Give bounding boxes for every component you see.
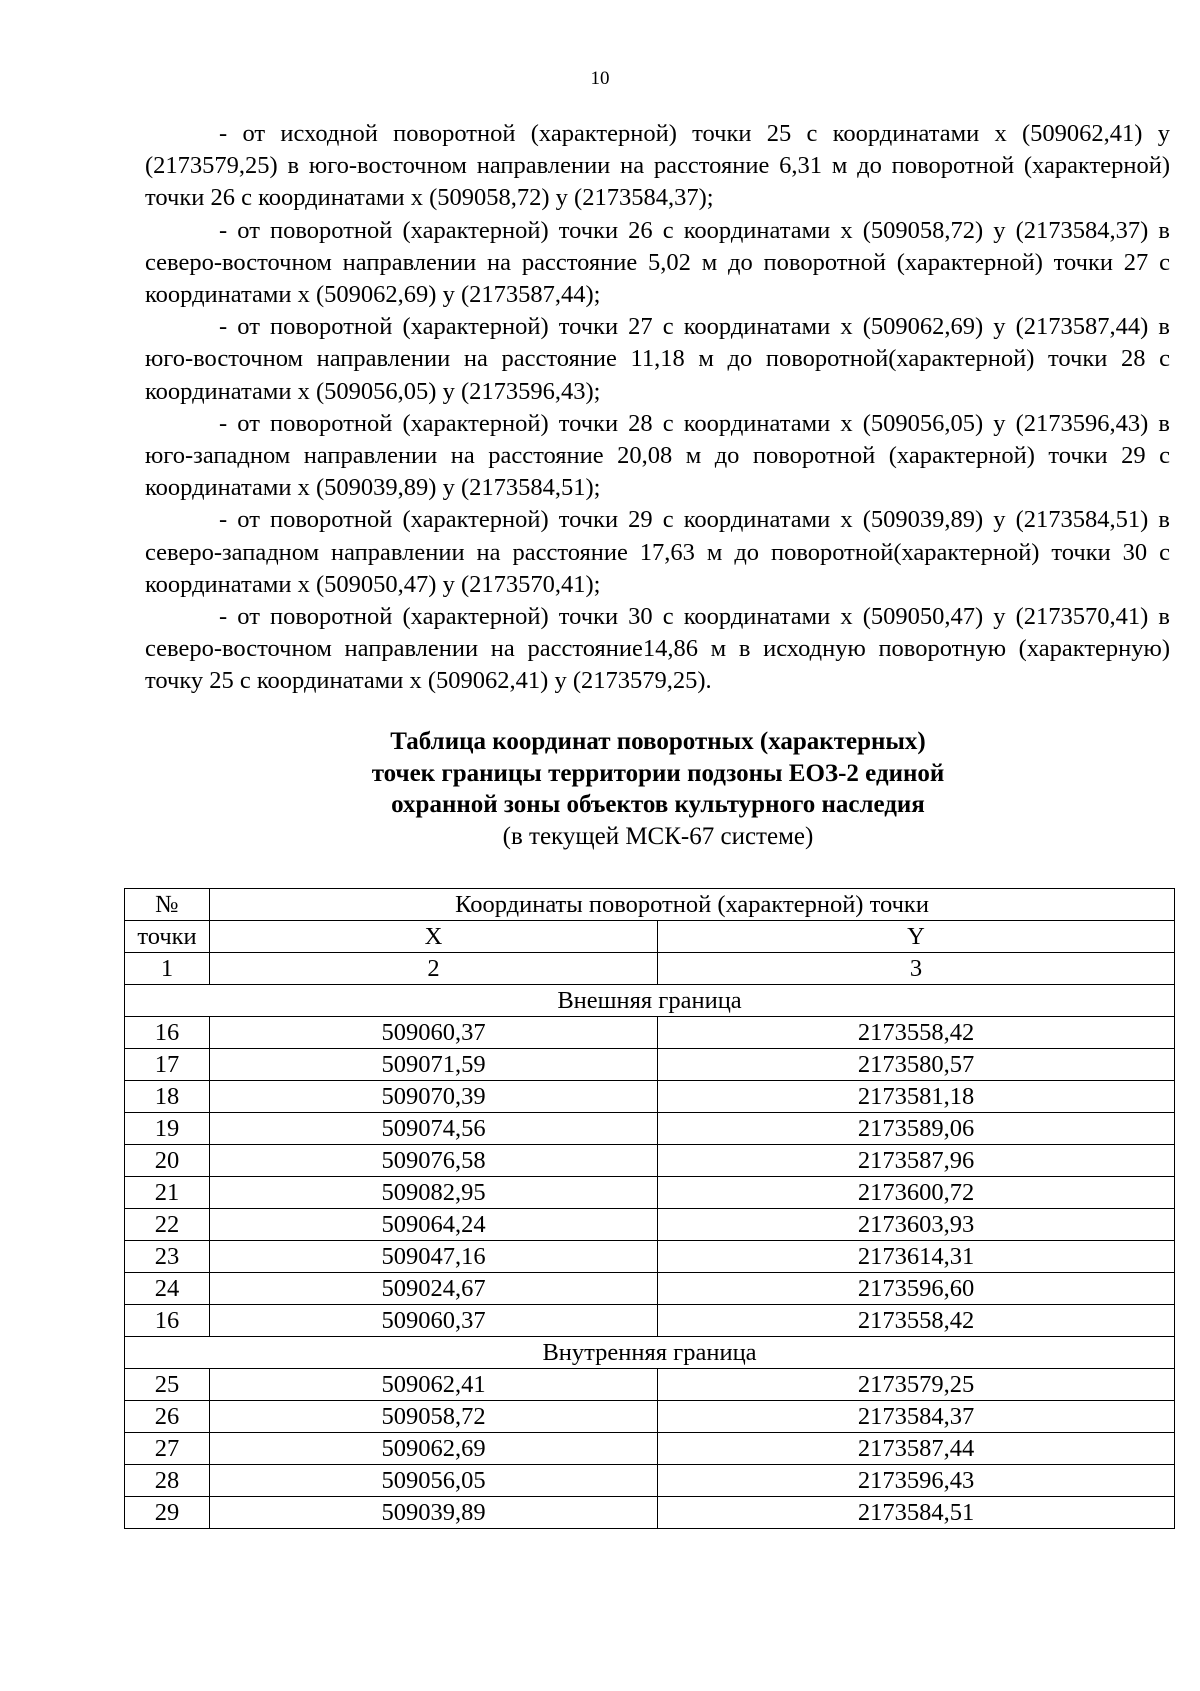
column-number: 3 bbox=[658, 953, 1175, 985]
table-title-line: Таблица координат поворотных (характерных) bbox=[390, 728, 926, 755]
header-num-bottom: точки bbox=[125, 921, 210, 953]
table-row bbox=[125, 1113, 1175, 1145]
table-row bbox=[125, 1209, 1175, 1241]
column-number: 1 bbox=[125, 953, 210, 985]
point-number: 23 bbox=[125, 1241, 210, 1273]
coord-x: 509058,72 bbox=[210, 1401, 658, 1433]
coord-y: 2173600,72 bbox=[658, 1177, 1175, 1209]
point-number: 29 bbox=[125, 1497, 210, 1529]
table-row bbox=[125, 1369, 1175, 1401]
coord-y: 2173614,31 bbox=[658, 1241, 1175, 1273]
coord-y: 2173581,18 bbox=[658, 1081, 1175, 1113]
table-row bbox=[125, 1241, 1175, 1273]
header-y: Y bbox=[658, 921, 1175, 953]
coord-x: 509062,41 bbox=[210, 1369, 658, 1401]
coord-y: 2173596,43 bbox=[658, 1465, 1175, 1497]
section-row-outer bbox=[125, 985, 1175, 1017]
coord-y: 2173584,51 bbox=[658, 1497, 1175, 1529]
section-row-inner bbox=[125, 1337, 1175, 1369]
table-title bbox=[0, 726, 1200, 852]
table-row bbox=[125, 1017, 1175, 1049]
point-number: 19 bbox=[125, 1113, 210, 1145]
point-number: 20 bbox=[125, 1145, 210, 1177]
coord-x: 509062,69 bbox=[210, 1433, 658, 1465]
table-header-row bbox=[125, 921, 1175, 953]
page-number: 10 bbox=[590, 68, 610, 89]
table-header-row bbox=[125, 889, 1175, 921]
coord-y: 2173596,60 bbox=[658, 1273, 1175, 1305]
table-row bbox=[125, 1081, 1175, 1113]
point-number: 24 bbox=[125, 1273, 210, 1305]
point-number: 16 bbox=[125, 1305, 210, 1337]
table-row bbox=[125, 1433, 1175, 1465]
coord-y: 2173580,57 bbox=[658, 1049, 1175, 1081]
coordinates-table bbox=[124, 888, 1175, 1529]
route-paragraph: - от поворотной (характерной) точки 27 с координатами x (509062,69) y (2173587,44) в юго-восточном направлении на расстояние 11,18 м до поворотной(характерной) точки 28 с координатами x (509056,05) y (2173596,43); bbox=[145, 313, 1170, 405]
coord-y: 2173603,93 bbox=[658, 1209, 1175, 1241]
table-row bbox=[125, 1305, 1175, 1337]
coord-y: 2173558,42 bbox=[658, 1305, 1175, 1337]
table-row bbox=[125, 1273, 1175, 1305]
table-row bbox=[125, 1401, 1175, 1433]
coord-x: 509064,24 bbox=[210, 1209, 658, 1241]
route-paragraph: - от исходной поворотной (характерной) точки 25 с координатами x (509062,41) y (2173579,25) в юго-восточном направлении на расстояние 6,31 м до поворотной (характерной) точки 26 с координатами x (509058,72) y (2173584,37); bbox=[145, 120, 1170, 212]
point-number: 25 bbox=[125, 1369, 210, 1401]
table-row bbox=[125, 1497, 1175, 1529]
coord-x: 509071,59 bbox=[210, 1049, 658, 1081]
coord-x: 509060,37 bbox=[210, 1017, 658, 1049]
coord-x: 509039,89 bbox=[210, 1497, 658, 1529]
coord-x: 509060,37 bbox=[210, 1305, 658, 1337]
table-row bbox=[125, 1177, 1175, 1209]
column-number: 2 bbox=[210, 953, 658, 985]
coord-x: 509047,16 bbox=[210, 1241, 658, 1273]
route-description bbox=[145, 118, 1170, 698]
table-row bbox=[125, 1465, 1175, 1497]
point-number: 26 bbox=[125, 1401, 210, 1433]
route-paragraph: - от поворотной (характерной) точки 26 с координатами x (509058,72) y (2173584,37) в северо-восточном направлении на расстояние 5,02 м до поворотной (характерной) точки 27 с координатами x (509062,69) y (2173587,44); bbox=[145, 216, 1170, 309]
coord-x: 509076,58 bbox=[210, 1145, 658, 1177]
point-number: 28 bbox=[125, 1465, 210, 1497]
table-title-line: точек границы территории подзоны ЕОЗ-2 единой bbox=[371, 759, 945, 787]
table-row bbox=[125, 1145, 1175, 1177]
column-number-row bbox=[125, 953, 1175, 985]
coord-y: 2173587,44 bbox=[658, 1433, 1175, 1465]
coord-y: 2173589,06 bbox=[658, 1113, 1175, 1145]
table-subtitle: (в текущей МСК-67 системе) bbox=[502, 822, 814, 850]
point-number: 16 bbox=[125, 1017, 210, 1049]
coord-y: 2173558,42 bbox=[658, 1017, 1175, 1049]
section-inner-boundary: Внутренняя граница bbox=[125, 1337, 1175, 1369]
coord-y: 2173584,37 bbox=[658, 1401, 1175, 1433]
coord-x: 509074,56 bbox=[210, 1113, 658, 1145]
route-paragraph: - от поворотной (характерной) точки 29 с координатами x (509039,89) y (2173584,51) в северо-западном направлении на расстояние 17,63 м до поворотной(характерной) точки 30 с координатами x (509050,47) y (2173570,41); bbox=[145, 506, 1170, 598]
header-coordinates: Координаты поворотной (характерной) точки bbox=[210, 889, 1175, 921]
header-num-top: № bbox=[125, 889, 210, 921]
table-title-line: охранной зоны объектов культурного наследия bbox=[391, 791, 925, 818]
section-outer-boundary: Внешняя граница bbox=[125, 985, 1175, 1017]
header-x: X bbox=[210, 921, 658, 953]
route-paragraph: - от поворотной (характерной) точки 28 с координатами x (509056,05) y (2173596,43) в юго-западном направлении на расстояние 20,08 м до поворотной (характерной) точки 29 с координатами x (509039,89) y (2173584,51); bbox=[145, 409, 1170, 502]
point-number: 27 bbox=[125, 1433, 210, 1465]
coord-x: 509070,39 bbox=[210, 1081, 658, 1113]
point-number: 17 bbox=[125, 1049, 210, 1081]
point-number: 21 bbox=[125, 1177, 210, 1209]
point-number: 18 bbox=[125, 1081, 210, 1113]
coord-y: 2173579,25 bbox=[658, 1369, 1175, 1401]
point-number: 22 bbox=[125, 1209, 210, 1241]
coord-x: 509056,05 bbox=[210, 1465, 658, 1497]
coord-x: 509024,67 bbox=[210, 1273, 658, 1305]
route-paragraph: - от поворотной (характерной) точки 30 с координатами x (509050,47) y (2173570,41) в северо-восточном направлении на расстояние14,86 м в исходную поворотную (характерную) точку 25 с координатами x (509062,41) y (2173579,25). bbox=[145, 603, 1170, 695]
table-row bbox=[125, 1049, 1175, 1081]
coord-x: 509082,95 bbox=[210, 1177, 658, 1209]
coord-y: 2173587,96 bbox=[658, 1145, 1175, 1177]
